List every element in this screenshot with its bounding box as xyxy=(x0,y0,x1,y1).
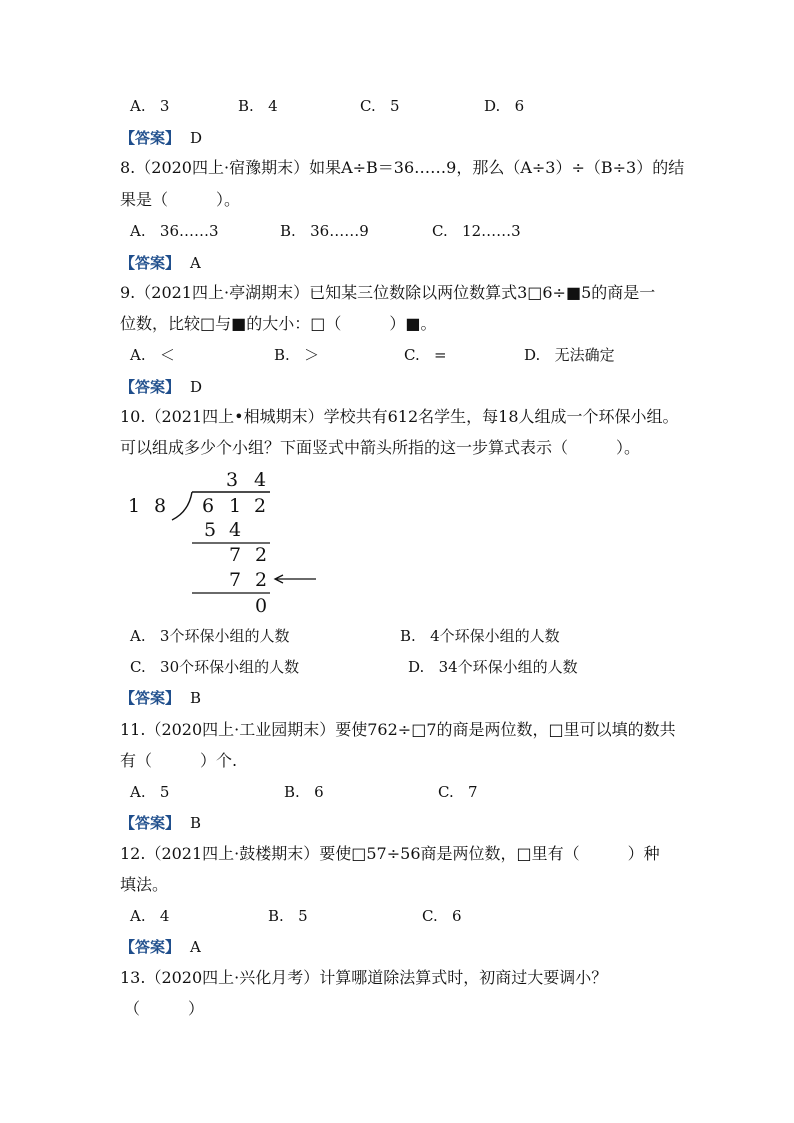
long-division-diagram xyxy=(120,466,330,618)
q11-text-line1: 11.（2020四上·工业园期末）要使762÷□7的商是两位数，□里可以填的数共 xyxy=(120,720,676,739)
q7-option-c[interactable]: C. 5 xyxy=(360,97,400,115)
dividend-digit-tens: 1 xyxy=(228,495,242,517)
q10-text-line2: 可以组成多少个小组？下面竖式中箭头所指的这一步算式表示（ ）。 xyxy=(120,438,641,457)
step2-digit-ones: 2 xyxy=(254,544,268,566)
divisor-digit-tens: 1 xyxy=(127,495,141,517)
step3-digit-ones: 2 xyxy=(254,569,268,591)
q11-text-line2: 有（ ）个. xyxy=(120,751,238,770)
q9-options xyxy=(130,345,730,365)
division-bracket xyxy=(172,492,192,520)
q9-answer: 【答案】 D xyxy=(120,378,203,396)
quotient-digit-tens: 3 xyxy=(225,469,239,491)
q10-text-line1: 10.（2021四上•相城期末）学校共有612名学生，每18人组成一个环保小组。 xyxy=(120,407,679,426)
q12-option-b[interactable]: B. 5 xyxy=(268,907,308,925)
q8-text-line1: 8.（2020四上·宿豫期末）如果A÷B＝36……9，那么（A÷3）÷（B÷3）的结 xyxy=(120,158,685,177)
quotient-digit-ones: 4 xyxy=(253,469,267,491)
q7-option-d[interactable]: D. 6 xyxy=(484,97,525,115)
q11-options xyxy=(130,782,730,802)
q11-option-c[interactable]: C. 7 xyxy=(438,783,478,801)
q9-option-d[interactable]: D. 无法确定 xyxy=(524,346,615,364)
q11-option-a[interactable]: A. 5 xyxy=(130,783,170,801)
divisor-digit-ones: 8 xyxy=(153,495,167,517)
q10-option-a[interactable]: A. 3个环保小组的人数 xyxy=(130,627,290,645)
q13-text-line1: 13.（2020四上·兴化月考）计算哪道除法算式时，初商过大要调小？ xyxy=(120,968,608,987)
q10-option-c[interactable]: C. 30个环保小组的人数 xyxy=(130,658,300,676)
q8-option-b[interactable]: B. 36……9 xyxy=(280,222,369,240)
q13-text-line2: （ ） xyxy=(124,999,205,1018)
q8-answer: 【答案】 A xyxy=(120,254,201,272)
q9-text-line1: 9.（2021四上·亭湖期末）已知某三位数除以两位数算式3□6÷■5的商是一 xyxy=(120,283,656,302)
dividend-digit-hundreds: 6 xyxy=(201,495,215,517)
q8-option-a[interactable]: A. 36……3 xyxy=(130,222,219,240)
dividend-digit-ones: 2 xyxy=(253,495,267,517)
q10-option-d[interactable]: D. 34个环保小组的人数 xyxy=(408,658,578,676)
step1-digit-ones: 4 xyxy=(228,519,242,541)
q12-options xyxy=(130,906,730,926)
q7-option-a[interactable]: A. 3 xyxy=(130,97,170,115)
q9-option-c[interactable]: C. = xyxy=(404,346,447,364)
q11-answer: 【答案】 B xyxy=(120,814,202,832)
q9-text-line2: 位数，比较□与■的大小：□（ ）■。 xyxy=(120,314,437,333)
q12-option-a[interactable]: A. 4 xyxy=(130,907,170,925)
q10-options-row2 xyxy=(130,657,730,677)
remainder-digit: 0 xyxy=(254,595,268,617)
q12-option-c[interactable]: C. 6 xyxy=(422,907,462,925)
q12-answer: 【答案】 A xyxy=(120,938,201,956)
step1-digit-tens: 5 xyxy=(203,519,217,541)
q7-option-b[interactable]: B. 4 xyxy=(238,97,278,115)
q10-option-b[interactable]: B. 4个环保小组的人数 xyxy=(400,627,560,645)
step3-digit-tens: 7 xyxy=(228,569,242,591)
q12-text-line2: 填法。 xyxy=(120,875,169,894)
q12-text-line1: 12.（2021四上·鼓楼期末）要使□57÷56商是两位数，□里有（ ）种 xyxy=(120,844,660,863)
q8-options xyxy=(130,221,730,241)
q7-options xyxy=(130,96,730,116)
q7-answer: 【答案】 D xyxy=(120,129,203,147)
q8-text-line2: 果是（ ）。 xyxy=(120,190,241,209)
q9-option-a[interactable]: A. ＜ xyxy=(130,346,175,364)
q10-answer: 【答案】 B xyxy=(120,689,202,707)
step2-digit-tens: 7 xyxy=(228,544,242,566)
q10-options-row1 xyxy=(130,626,730,646)
q8-option-c[interactable]: C. 12……3 xyxy=(432,222,521,240)
q9-option-b[interactable]: B. ＞ xyxy=(274,346,320,364)
q11-option-b[interactable]: B. 6 xyxy=(284,783,324,801)
